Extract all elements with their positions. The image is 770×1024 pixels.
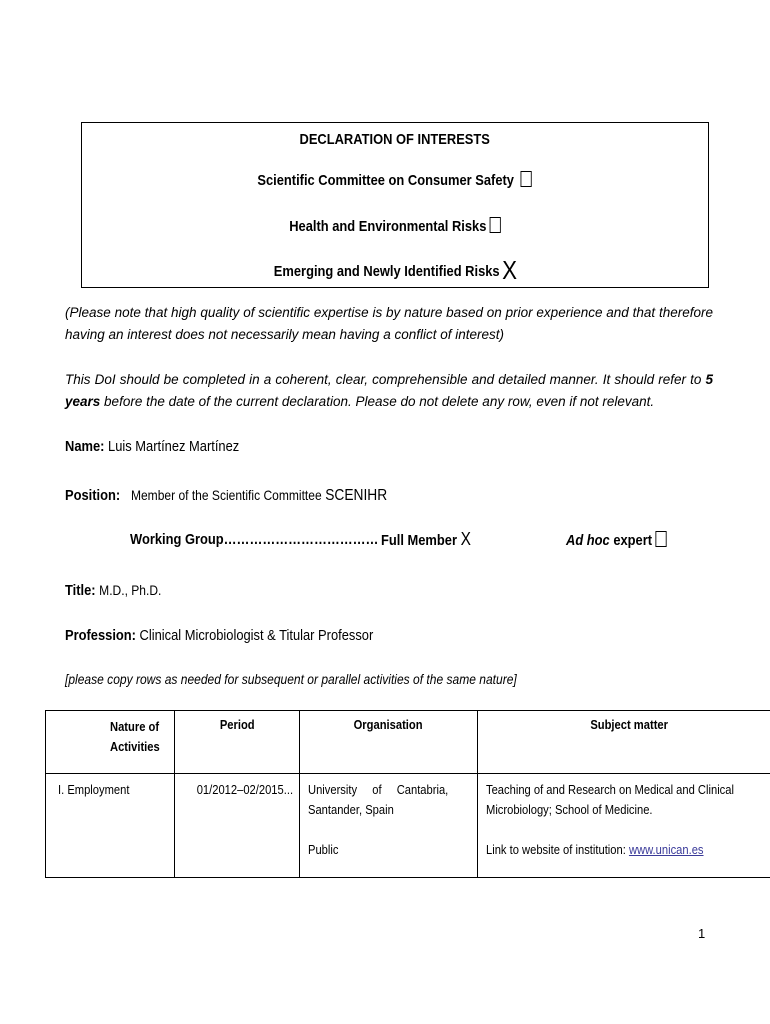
- adhoc-expert-field: Ad hoc expert: [566, 531, 683, 549]
- header-nature-of-activities: Nature of Activities: [46, 711, 175, 774]
- page-number: 1: [698, 926, 706, 941]
- position-field: Position: Member of the Scientific Committee SCENIHR: [65, 487, 388, 504]
- copy-rows-note: [please copy rows as needed for subsequent or parallel activities of the same nature]: [65, 671, 517, 687]
- committee-checkmark-x: X: [501, 255, 517, 285]
- institution-website-link[interactable]: www.unican.es: [628, 842, 704, 857]
- cell-nature: I. Employment: [46, 774, 175, 878]
- header-period: Period: [174, 711, 299, 774]
- checkbox-icon: [490, 217, 501, 233]
- cell-subject-matter: Teaching of and Research on Medical and Clinical Microbiology; School of Medicine. Link to website of institution: www.unican.es: [478, 774, 770, 878]
- table-row: [46, 774, 770, 878]
- cell-period: 01/2012–02/2015...: [174, 774, 299, 878]
- declaration-title: DECLARATION OF INTERESTS: [299, 131, 491, 148]
- table-header-row: [46, 711, 770, 774]
- working-group-field: Working Group………………………………: [130, 531, 379, 548]
- checkbox-icon: [655, 531, 666, 547]
- committee-consumer-safety: Scientific Committee on Consumer Safety: [82, 171, 708, 189]
- activities-table: [45, 710, 770, 878]
- title-field: Title: M.D., Ph.D.: [65, 582, 162, 599]
- profession-field: Profession: Clinical Microbiologist & Titular Professor: [65, 627, 374, 644]
- header-box: [81, 122, 709, 288]
- completion-note: This DoI should be completed in a coherent, clear, comprehensible and detailed manner. It should refer to 5 years before the date of the current declaration. Please do not delete any row, even if not relevant.: [65, 372, 713, 409]
- header-subject-matter: Subject matter: [478, 711, 770, 774]
- checkbox-icon: [521, 171, 532, 187]
- header-organisation: Organisation: [299, 711, 477, 774]
- committee-emerging-risks: Emerging and Newly Identified RisksX: [273, 255, 517, 285]
- committee-health-environment: Health and Environmental Risks: [82, 217, 708, 235]
- full-member-checkmark-x: X: [460, 529, 471, 549]
- full-member-field: Full Member X: [381, 529, 471, 549]
- name-field: Name: Luis Martínez Martínez: [65, 438, 240, 455]
- cell-organisation: University of Cantabria, Santander, Spain Public: [299, 774, 477, 878]
- quality-note: (Please note that high quality of scientific expertise is by nature based on prior experience and that therefore having an interest does not necessarily mean having a conflict of interest): [65, 305, 713, 342]
